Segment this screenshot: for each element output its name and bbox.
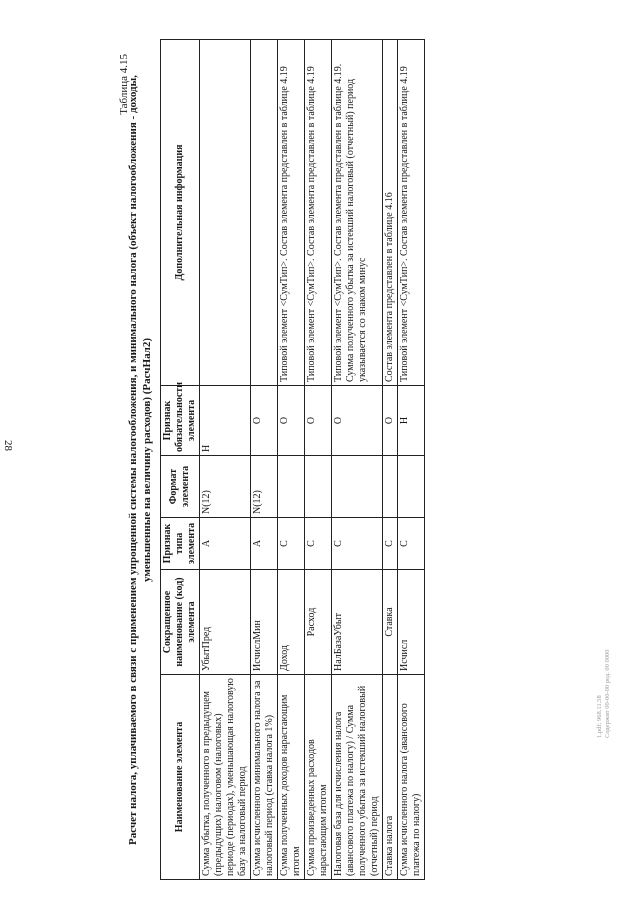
cell-type: С: [305, 518, 332, 570]
cell-name: Сумма произведенных расходов нарастающим итогом: [305, 675, 332, 880]
document-stamp: [596, 650, 613, 738]
cell-name: Сумма исчисленного минимального налога за налоговый период (ставка налога 1%): [251, 675, 278, 880]
data-table: [160, 39, 425, 880]
header-name: Наименование элемента: [161, 675, 200, 880]
cell-format: [305, 456, 332, 518]
table-row: [383, 40, 398, 880]
stamp-line-2: Содержит 00-00-00 ред. 00 0000: [604, 649, 612, 738]
table-row: [305, 40, 332, 880]
table-label: Таблица 4.15: [118, 54, 130, 115]
table-row: [398, 40, 425, 880]
cell-code: Исчисл: [398, 570, 425, 675]
cell-required: Н: [200, 386, 251, 456]
cell-required: О: [332, 386, 383, 456]
cell-info: Состав элемента представлен в таблице 4.16: [383, 40, 398, 386]
table-row: [251, 40, 278, 880]
cell-type: А: [251, 518, 278, 570]
stamp-line-1: 1.pdf; 968.11.58: [596, 695, 603, 738]
cell-required: О: [305, 386, 332, 456]
cell-name: Ставка налога: [383, 675, 398, 880]
cell-code: Доход: [278, 570, 305, 675]
cell-type: С: [398, 518, 425, 570]
header-format: Формат элемента: [161, 456, 200, 518]
cell-type: С: [332, 518, 383, 570]
table-row: [278, 40, 305, 880]
cell-format: [398, 456, 425, 518]
cell-info: Типовой элемент <СумТип>. Состав элемента представлен в таблице 4.19: [278, 40, 305, 386]
cell-code: Расход: [305, 570, 332, 675]
cell-format: [278, 456, 305, 518]
table-header-row: [161, 40, 200, 880]
cell-info: [200, 40, 251, 386]
page-number: 28: [2, 440, 14, 451]
cell-required: О: [383, 386, 398, 456]
header-required: Признак обязательности элемента: [161, 386, 200, 456]
cell-code: УбытПред: [200, 570, 251, 675]
rotated-page-content: [120, 40, 520, 880]
cell-code: Ставка: [383, 570, 398, 675]
cell-name: Сумма убытка, полученного в предыдущем (предыдущих) налоговом (налоговых) периоде (периодах), уменьшающая налоговую базу за налоговый период: [200, 675, 251, 880]
header-info: Дополнительная информация: [161, 40, 200, 386]
cell-code: НалБазаУбыт: [332, 570, 383, 675]
cell-info: Типовой элемент <СумТип>. Состав элемента представлен в таблице 4.19: [398, 40, 425, 386]
table-row: [200, 40, 251, 880]
cell-required: О: [278, 386, 305, 456]
cell-info: [251, 40, 278, 386]
cell-info: Типовой элемент <СумТип>. Состав элемента представлен в таблице 4.19: [305, 40, 332, 386]
cell-code: ИсчислМин: [251, 570, 278, 675]
cell-format: N(12): [251, 456, 278, 518]
cell-required: О: [251, 386, 278, 456]
cell-format: [383, 456, 398, 518]
cell-type: С: [383, 518, 398, 570]
cell-type: А: [200, 518, 251, 570]
cell-info: Типовой элемент <СумТип>. Состав элемента представлен в таблице 4.19. Сумма полученного убытка за истекший налоговый (отчетный) период указывается со знаком минус: [332, 40, 383, 386]
cell-required: Н: [398, 386, 425, 456]
cell-name: Сумма полученных доходов нарастающим итогом: [278, 675, 305, 880]
table-row: [332, 40, 383, 880]
cell-type: С: [278, 518, 305, 570]
cell-name: Налоговая база для исчисления налога (авансового платежа по налогу) / Сумма полученного убытка за истекший налоговый (отчетный) период: [332, 675, 383, 880]
cell-name: Сумма исчисленного налога (авансового платежа по налогу): [398, 675, 425, 880]
cell-format: N(12): [200, 456, 251, 518]
header-type: Признак типа элемента: [161, 518, 200, 570]
table-caption: Расчет налога, уплачиваемого в связи с применением упрощенной системы налогообложения, и минимального налога (объект налогообложения - доходы, уменьшенные на величину расходов) (РасчНал2): [127, 75, 153, 845]
cell-format: [332, 456, 383, 518]
header-code: Сокращенное наименование (код) элемента: [161, 570, 200, 675]
